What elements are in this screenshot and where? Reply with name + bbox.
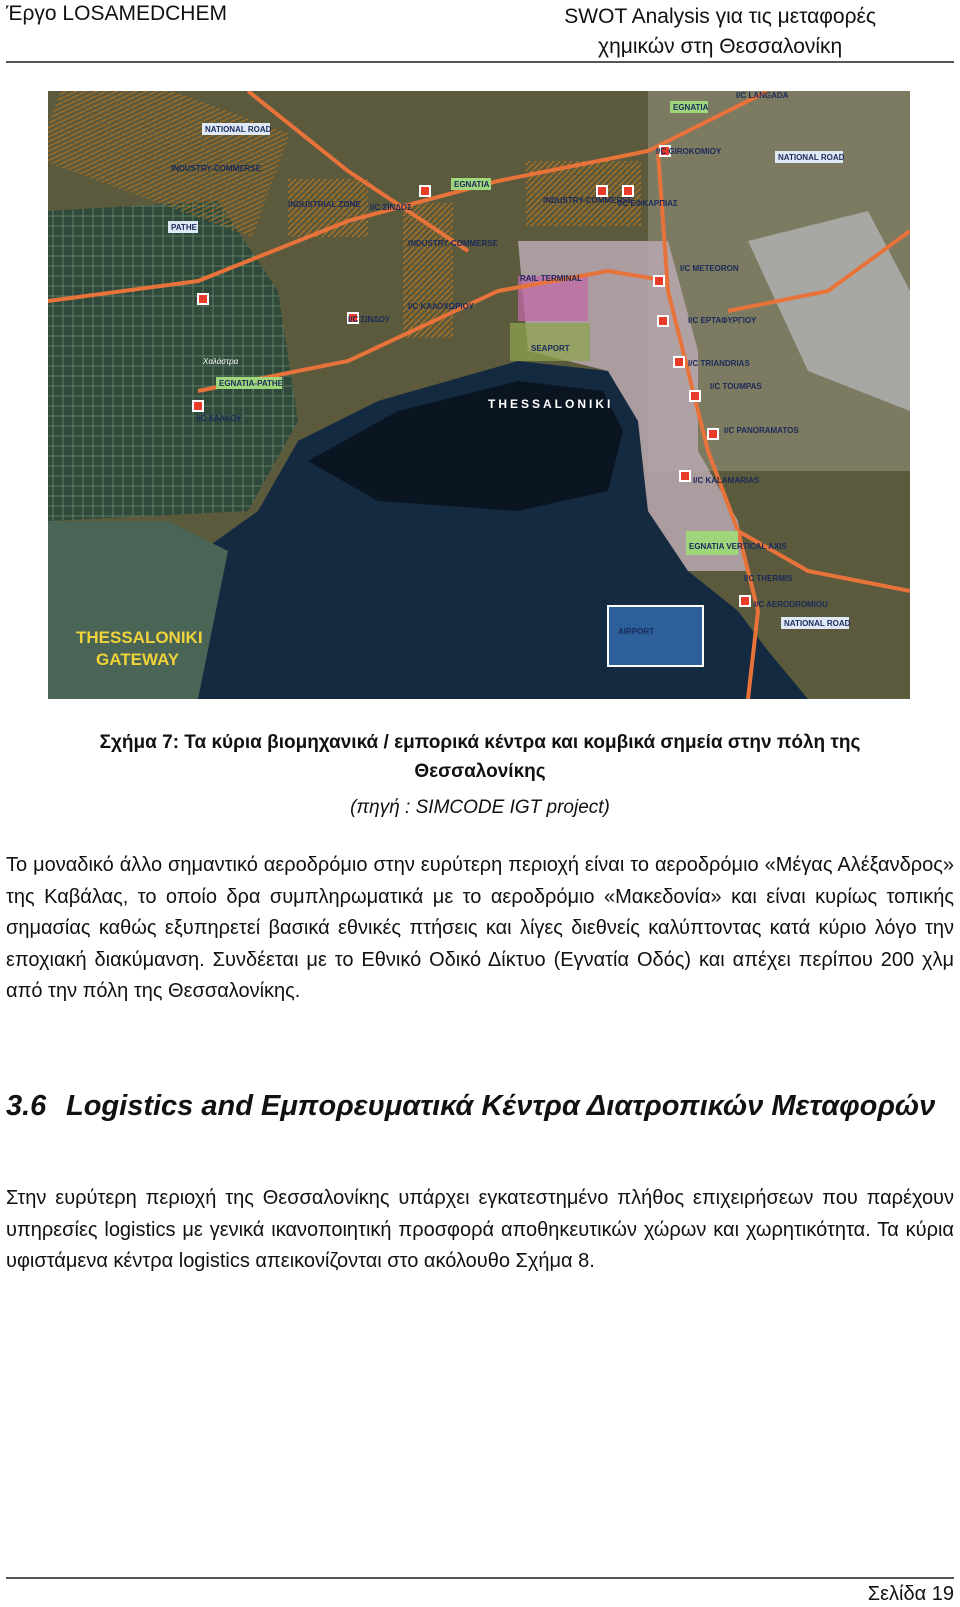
header-divider — [6, 61, 954, 63]
map-label: SEAPORT — [531, 344, 570, 353]
map-label: I/C ΚΑΛΟΧΩΡΙΟΥ — [408, 302, 474, 311]
project-title: Έργο LOSAMEDCHEM — [6, 2, 227, 25]
map-label: I/C GIROKOMIOY — [656, 147, 722, 156]
map-label: I/C ΕΡΤΑΦΥΡΓΙΟΥ — [688, 316, 757, 325]
figure-caption: Σχήμα 7: Τα κύρια βιομηχανικά / εμπορικά κέντρα και κομβικά σημεία στην πόλη της Θεσσαλονίκης — [99, 732, 861, 782]
interchange-marker — [597, 186, 607, 196]
map-label: EGNATIA VERTICAL AXIS — [689, 542, 787, 551]
map-label: I/C ΣΙΝΔΟΣ — [370, 203, 412, 212]
map-label: EGNATIA — [454, 180, 490, 189]
body-paragraph-1: Το μοναδικό άλλο σημαντικό αεροδρόμιο στην ευρύτερη περιοχή είναι το αεροδρόμιο «Μέγας Αλέξανδρος» της Καβάλας, το οποίο δρα συμπληρωματικά με το αεροδρόμιο «Μακεδονία» και είναι κυρίως τοπικής σημασίας καθώς εξυπηρετεί βασικά εθνικές πτήσεις και λίγες διεθνείς καλύπτοντας κατά κύριο λόγο την εποχιακή διακύμανση. Συνδέεται με το Εθνικό Οδικό Δίκτυο (Εγνατία Οδός) και απέχει περίπου 200 χλμ από την πόλη της Θεσσαλονίκης. — [6, 854, 954, 1002]
map-label: I/C METEORON — [680, 264, 739, 273]
seaport-zone — [510, 323, 590, 361]
thessaloniki-map — [48, 91, 910, 699]
map-label: NATIONAL ROAD — [778, 153, 845, 162]
map-label: I/C TRIANDRIAS — [688, 359, 750, 368]
interchange-marker — [740, 596, 750, 606]
map-label: I/C KALAMARIAS — [693, 476, 760, 485]
map-label: I/C PANORAMATOS — [724, 426, 799, 435]
interchange-marker — [623, 186, 633, 196]
map-label: EGNATIA-PATHE — [219, 379, 283, 388]
interchange-marker — [674, 357, 684, 367]
map-label: PATHE — [171, 223, 197, 232]
interchange-marker — [658, 316, 668, 326]
gateway-label-line2: GATEWAY — [96, 650, 180, 669]
map-label: I/C THERMIS — [744, 574, 793, 583]
map-label: INDUSTRY-COMMERSE — [543, 196, 633, 205]
footer-divider — [6, 1577, 954, 1579]
map-label: NATIONAL ROAD — [784, 619, 851, 628]
map-label: INDUSTRY-COMMERSE — [171, 164, 261, 173]
gateway-label-line1: THESSALONIKI — [76, 628, 203, 647]
map-label: EGNATIA — [673, 103, 709, 112]
interchange-marker — [708, 429, 718, 439]
map-label: I/C ΣΙΝΔΟΥ — [348, 315, 391, 324]
city-label: THESSALONIKI — [488, 397, 614, 411]
interchange-marker — [420, 186, 430, 196]
map-label: NATIONAL ROAD — [205, 125, 272, 134]
map-label: RAIL TERMINAL — [520, 274, 583, 283]
map-label: I/C ΧΑΛΚΟΥ — [196, 414, 242, 423]
interchange-marker — [198, 294, 208, 304]
interchange-marker — [193, 401, 203, 411]
document-title-line2: χημικών στη Θεσσαλονίκη — [598, 35, 843, 58]
page-header — [6, 0, 954, 60]
interchange-marker — [680, 471, 690, 481]
interchange-marker — [654, 276, 664, 286]
section-number: 3.6 — [6, 1090, 47, 1122]
airport-zone — [608, 606, 703, 666]
map-label: INDUSTRY-COMMERSE — [408, 239, 498, 248]
document-title-line1: SWOT Analysis για τις μεταφορές — [564, 5, 876, 28]
map-label: I/C TOUMPAS — [710, 382, 762, 391]
map-label: I/C ΕΦΚΑΡΠΙΑΣ — [618, 199, 678, 208]
map-delta — [48, 521, 228, 699]
document-title — [564, 2, 876, 62]
map-label: I/C AERODROMIOU — [754, 600, 828, 609]
section-title: Logistics and Εμπορευματικά Κέντρα Διατροπικών Μεταφορών — [66, 1090, 936, 1122]
map-label: I/C LANGADA — [736, 91, 789, 100]
map-label: AIRPORT — [618, 627, 654, 636]
page-number: Σελίδα 19 — [867, 1583, 954, 1605]
town-label: Χαλάστρα — [203, 357, 239, 366]
map-label: INDUSTRIAL ZONE — [288, 200, 361, 209]
body-paragraph-2: Στην ευρύτερη περιοχή της Θεσσαλονίκης υπάρχει εγκατεστημένο πλήθος επιχειρήσεων που παρέχουν υπηρεσίες logistics με γενικά ικανοποιητική προσφορά αποθηκευτικών χώρων και χωρητικότητα. Τα κύρια υφιστάμενα κέντρα logistics απεικονίζονται στο ακόλουθο Σχήμα 8. — [6, 1187, 954, 1272]
figure-source: (πηγή : SIMCODE IGT project) — [350, 797, 610, 818]
interchange-marker — [690, 391, 700, 401]
